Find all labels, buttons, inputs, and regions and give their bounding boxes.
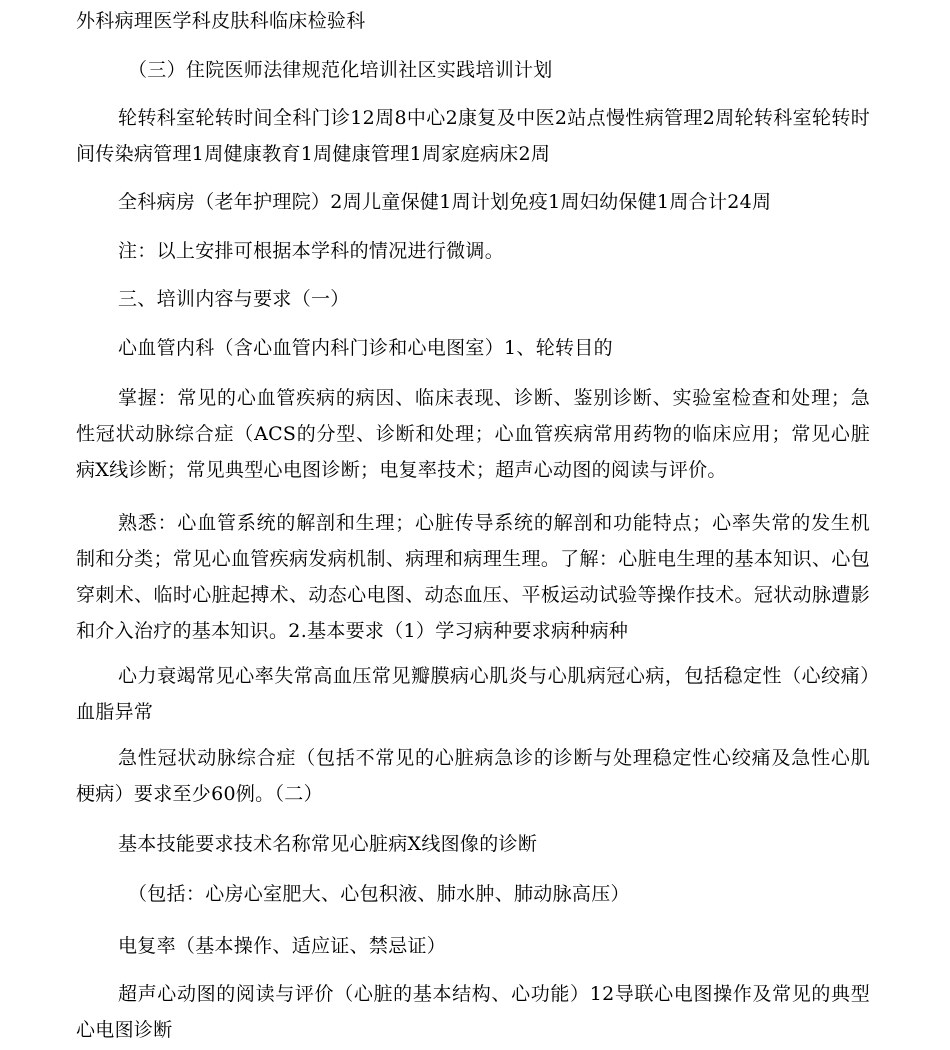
paragraph-acs-requirements: 急性冠状动脉综合症（包括不常见的心脏病急诊的诊断与处理稳定性心绞痛及急性心肌梗病）要求至少60例。（二） bbox=[76, 747, 870, 805]
paragraph-familiar-requirements: 熟悉：心血管系统的解剖和生理；心脏传导系统的解剖和功能特点；心率失常的发生机制和分类；常见心血管疾病发病机制、病理和病理生理。了解：心脏电生理的基本知识、心包穿刺术、临时心脏起搏术、动态心电图、动态血压、平板运动试验等操作技术。冠状动脉遭影和介入治疗的基本知识。2.基本要求（1）学习病种要求病种病种 bbox=[76, 512, 870, 642]
paragraph-disease-list: 心力衰竭常见心率失常高血压常见瓣膜病心肌炎与心肌病冠心病，包括稳定性（心绞痛）血脂异常 bbox=[76, 665, 870, 723]
paragraph-ward-schedule: 全科病房（老年护理院）2周儿童保健1周计划免疫1周妇幼保健1周合计24周 bbox=[118, 191, 772, 213]
paragraph-department-list: 外科病理医学科皮肤科临床检验科 bbox=[76, 10, 366, 32]
paragraph-skills-heading: 基本技能要求技术名称常见心脏病X线图像的诊断 bbox=[118, 833, 538, 855]
paragraph-echocardiography: 超声心动图的阅读与评价（心脏的基本结构、心功能）12导联心电图操作及常见的典型心电图诊断 bbox=[76, 983, 870, 1041]
paragraph-master-requirements: 掌握：常见的心血管疾病的病因、临床表现、诊断、鉴别诊断、实验室检查和处理；急性冠状动脉综合症（ACS的分型、诊断和处理；心血管疾病常用药物的临床应用；常见心脏病X线诊断；常见典型心电图诊断；电复率技术；超声心动图的阅读与评价。 bbox=[76, 387, 870, 481]
paragraph-section-3-heading: （三）住院医师法律规范化培训社区实践培训计划 bbox=[128, 59, 553, 81]
paragraph-note: 注：以上安排可根据本学科的情况进行微调。 bbox=[118, 240, 505, 262]
paragraph-training-content-heading: 三、培训内容与要求（一） bbox=[118, 288, 350, 310]
paragraph-cardiology-heading: 心血管内科（含心血管内科门诊和心电图室）1、轮转目的 bbox=[118, 337, 613, 359]
paragraph-cardioversion: 电复率（基本操作、适应证、禁忌证） bbox=[118, 935, 447, 957]
paragraph-rotation-schedule: 轮转科室轮转时间全科门诊12周8中心2康复及中医2站点慢性病管理2周轮转科室轮转时间传染病管理1周健康教育1周健康管理1周家庭病床2周 bbox=[76, 107, 870, 165]
paragraph-xray-details: （包括：心房心室肥大、心包积液、肺水肿、肺动脉高压） bbox=[128, 883, 630, 905]
